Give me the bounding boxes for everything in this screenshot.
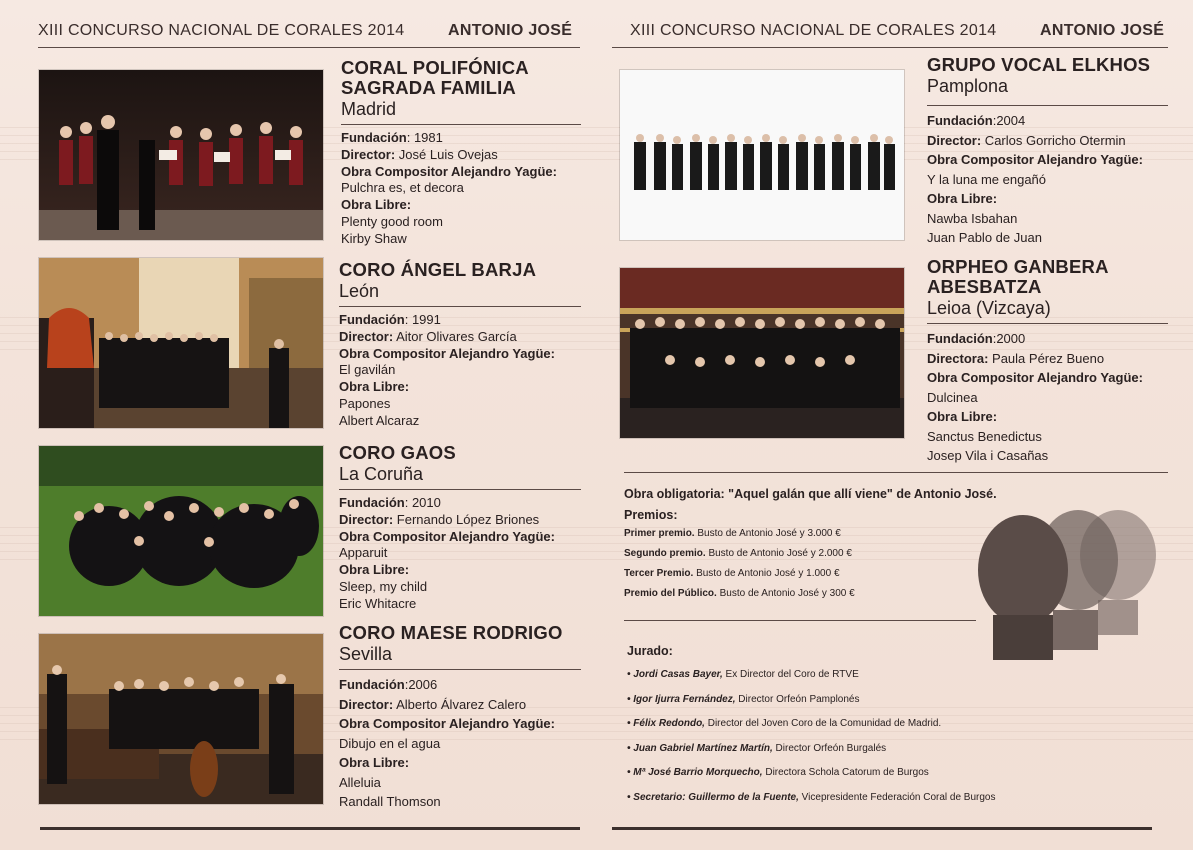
footer-right-rule — [612, 827, 1152, 830]
obra-label: Obra Compositor Alejandro Yagüe: — [927, 152, 1143, 167]
libre-label: Obra Libre: — [341, 197, 412, 213]
prize-item: Premio del Público. Busto de Antonio José y 300 € — [624, 588, 855, 599]
director-line: Director: Carlos Gorricho Otermin — [927, 132, 1126, 148]
photo-coro-maese-rodrigo — [39, 634, 323, 804]
fundacion-line: Fundación: 1981 — [341, 130, 443, 145]
photo-coro-gaos — [39, 446, 323, 616]
choir-name: GRUPO VOCAL ELKHOS — [927, 54, 1151, 75]
fundacion-line: Fundación: 1991 — [339, 312, 441, 327]
section-divider — [624, 620, 976, 621]
jurado-item: • Igor Ijurra Fernández, Director Orfeón Pamplonés — [627, 693, 860, 705]
choir-city: Sevilla — [339, 644, 393, 664]
libre-composer: Randall Thomson — [339, 794, 441, 809]
libre-label: Obra Libre: — [927, 409, 998, 424]
prize-item: Primer premio. Busto de Antonio José y 3.000 € — [624, 528, 841, 539]
jurado-section — [627, 642, 996, 811]
obra-value: El gavilán — [339, 362, 396, 378]
director-line: Director: Alberto Álvarez Calero — [339, 696, 527, 712]
jurado-item: • Secretario: Guillermo de la Fuente, Vicepresidente Federación Coral de Burgos — [627, 791, 996, 803]
libre-label: Obra Libre: — [927, 191, 998, 206]
director-line: Director: Fernando López Briones — [339, 511, 540, 527]
choir-entry — [341, 58, 581, 248]
obra-label: Obra Compositor Alejandro Yagüe: — [927, 370, 1143, 385]
choir-entry — [339, 443, 581, 613]
choir-entry — [927, 55, 1168, 248]
libre-composer: Eric Whitacre — [339, 595, 417, 611]
libre-value: Papones — [339, 395, 391, 411]
choir-name: ORPHEO GANBERA ABESBATZA — [927, 256, 1108, 297]
choir-divider — [339, 489, 581, 490]
director-line: Director: José Luis Ovejas — [341, 146, 498, 162]
choir-entry — [339, 623, 581, 812]
jurado-item: • Juan Gabriel Martínez Martín, Director Orfeón Burgalés — [627, 742, 887, 754]
obra-label: Obra Compositor Alejandro Yagüe: — [339, 716, 555, 731]
choir-entry — [927, 257, 1168, 466]
choir-divider — [341, 124, 581, 125]
fundacion-line: Fundación: 2010 — [339, 495, 441, 510]
jurado-item: • Mª José Barrio Morquecho, Directora Schola Catorum de Burgos — [627, 767, 929, 779]
obra-value: Pulchra es, et decora — [341, 180, 464, 196]
prize-item: Tercer Premio. Busto de Antonio José y 1.000 € — [624, 568, 840, 579]
libre-value: Nawba Isbahan — [927, 210, 1018, 226]
photo-orpheo-ganbera — [620, 268, 904, 438]
libre-composer: Josep Vila i Casañas — [927, 448, 1049, 463]
obra-value: Dibujo en el agua — [339, 735, 441, 751]
choir-divider — [339, 669, 581, 670]
libre-label: Obra Libre: — [339, 379, 410, 395]
photo-coral-sagrada-familia — [39, 70, 323, 240]
obra-value: Dulcinea — [927, 389, 978, 405]
header-left-name: ANTONIO JOSÉ — [448, 22, 573, 39]
libre-value: Plenty good room — [341, 213, 443, 229]
header-right-name: ANTONIO JOSÉ — [1040, 22, 1165, 39]
choir-city: Madrid — [341, 99, 397, 119]
libre-value: Sleep, my child — [339, 578, 428, 594]
director-line: Director: Aitor Olivares García — [339, 328, 517, 344]
obra-label: Obra Compositor Alejandro Yagüe: — [341, 163, 557, 179]
jurado-title: Jurado: — [627, 644, 673, 658]
choir-divider — [927, 105, 1168, 106]
choir-city: Pamplona — [927, 76, 1009, 96]
obra-obligatoria: Obra obligatoria: "Aquel galán que allí viene" de Antonio José. — [624, 487, 997, 501]
obra-label: Obra Compositor Alejandro Yagüe: — [339, 345, 555, 361]
photo-coro-angel-barja — [39, 258, 323, 428]
libre-value: Alleluia — [339, 774, 381, 790]
obra-label: Obra Compositor Alejandro Yagüe: — [339, 528, 555, 544]
jurado-item: • Félix Redondo, Director del Joven Coro de la Comunidad de Madrid. — [627, 718, 942, 730]
choir-city: La Coruña — [339, 464, 424, 484]
header-left-rule — [38, 47, 580, 48]
fundacion-line: Fundación:2004 — [927, 113, 1026, 128]
section-divider — [624, 472, 1168, 473]
choir-divider — [927, 323, 1168, 324]
jurado-item: • Jordi Casas Bayer, Ex Director del Coro de RTVE — [627, 669, 859, 680]
choir-name: CORO GAOS — [339, 442, 456, 463]
libre-label: Obra Libre: — [339, 562, 410, 578]
obra-value: Y la luna me engañó — [927, 171, 1047, 187]
header-left-title: XIII CONCURSO NACIONAL DE CORALES 2014 — [38, 22, 405, 39]
footer-left-rule — [40, 827, 580, 830]
libre-label: Obra Libre: — [339, 755, 410, 770]
obra-value: Apparuit — [339, 545, 388, 561]
choir-name: CORO MAESE RODRIGO — [339, 622, 563, 643]
fundacion-line: Fundación:2006 — [339, 677, 438, 692]
choir-city: León — [339, 281, 380, 301]
choir-entry — [339, 260, 581, 430]
libre-composer: Albert Alcaraz — [339, 412, 420, 428]
premios-section — [624, 507, 855, 604]
header-right-rule — [612, 47, 1168, 48]
premios-title: Premios: — [624, 508, 678, 522]
prize-item: Segundo premio. Busto de Antonio José y 2.000 € — [624, 548, 852, 559]
director-line: Directora: Paula Pérez Bueno — [927, 350, 1105, 366]
choir-city: Leioa (Vizcaya) — [927, 298, 1051, 318]
choir-name: CORAL POLIFÓNICA SAGRADA FAMILIA — [341, 57, 529, 98]
libre-composer: Kirby Shaw — [341, 230, 407, 246]
libre-composer: Juan Pablo de Juan — [927, 230, 1042, 245]
bust-trophy-image — [968, 500, 1168, 680]
choir-name: CORO ÁNGEL BARJA — [339, 259, 537, 280]
libre-value: Sanctus Benedictus — [927, 428, 1042, 444]
fundacion-line: Fundación:2000 — [927, 331, 1026, 346]
choir-divider — [339, 306, 581, 307]
header-right-title: XIII CONCURSO NACIONAL DE CORALES 2014 — [630, 22, 997, 39]
photo-grupo-vocal-elkhos — [620, 70, 904, 240]
